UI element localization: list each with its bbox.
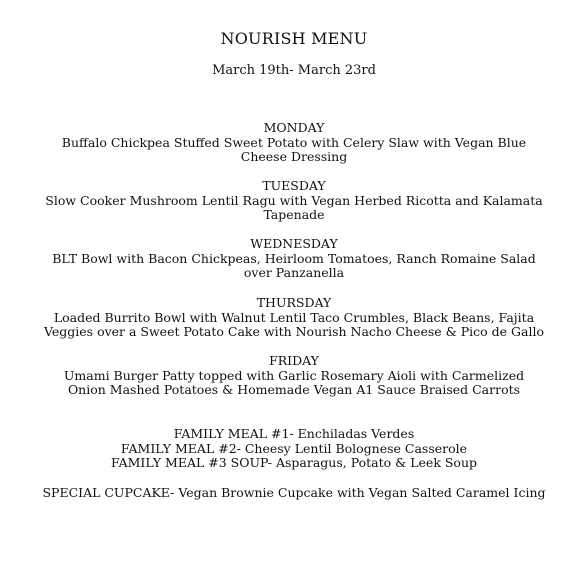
day-heading: TUESDAY — [262, 178, 326, 193]
day-section-thursday — [0, 296, 588, 340]
menu-title: NOURISH MENU — [220, 29, 368, 48]
family-meal-item: FAMILY MEAL #3 SOUP- Asparagus, Potato & Leek Soup — [110, 455, 478, 470]
family-meal-item: FAMILY MEAL #1- Enchiladas Verdes — [173, 426, 415, 441]
special-cupcake: SPECIAL CUPCAKE- Vegan Brownie Cupcake with Vegan Salted Caramel Icing — [42, 485, 546, 500]
day-heading: WEDNESDAY — [250, 236, 338, 251]
dish-description: Buffalo Chickpea Stuffed Sweet Potato with Celery Slaw with Vegan Blue Cheese Dressing — [61, 134, 527, 164]
day-section-wednesday — [0, 237, 588, 281]
family-meal-item: FAMILY MEAL #2- Cheesy Lentil Bolognese Casserole — [120, 440, 468, 456]
day-heading: THURSDAY — [256, 295, 332, 310]
dish-description: Umami Burger Patty topped with Garlic Rosemary Aioli with Carmelized Onion Mashed Potatoes & Homemade Vegan A1 Sauce Braised Carrots — [63, 367, 525, 397]
day-section-tuesday — [0, 179, 588, 223]
dish-description: Loaded Burrito Bowl with Walnut Lentil Taco Crumbles, Black Beans, Fajita Veggies over a Sweet Potato Cake with Nourish Nacho Cheese & Pico de Gallo — [44, 309, 545, 339]
menu-date-range: March 19th- March 23rd — [212, 63, 376, 78]
day-heading: FRIDAY — [269, 353, 319, 368]
dish-description: BLT Bowl with Bacon Chickpeas, Heirloom Tomatoes, Ranch Romaine Salad over Panzanella — [52, 250, 536, 280]
family-meals-section — [0, 427, 588, 471]
dish-description: Slow Cooker Mushroom Lentil Ragu with Vegan Herbed Ricotta and Kalamata Tapenade — [45, 192, 543, 222]
day-section-monday — [0, 121, 588, 165]
day-heading: MONDAY — [263, 120, 325, 135]
day-section-friday — [0, 354, 588, 398]
